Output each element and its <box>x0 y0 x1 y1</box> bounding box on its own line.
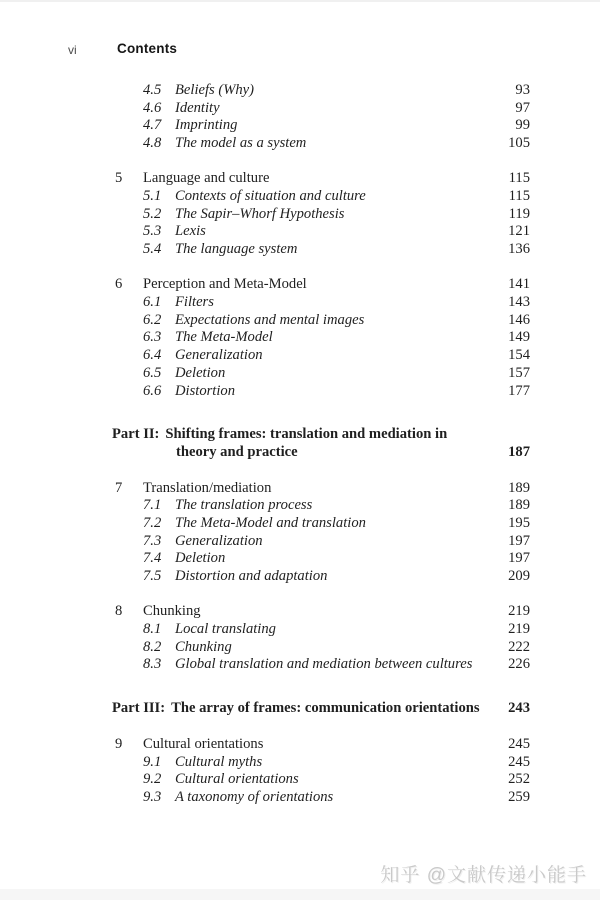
toc-section-row <box>115 789 530 807</box>
section-title: The Sapir–Whorf Hypothesis <box>175 205 345 222</box>
running-header-title: Contents <box>117 41 178 56</box>
section-title: Identity <box>175 99 220 116</box>
section-number: 7.1 <box>143 497 162 514</box>
toc-chapter-row <box>115 603 530 621</box>
page-number: 146 <box>508 311 530 328</box>
section-title: Chunking <box>175 638 232 655</box>
page-number: 99 <box>515 117 530 134</box>
toc-section-row <box>115 533 530 551</box>
page-top-edge <box>0 0 600 2</box>
chapter-title: Cultural orientations <box>143 735 264 752</box>
section-number: 4.8 <box>143 135 162 152</box>
page-number: 259 <box>508 789 530 805</box>
section-number: 9.3 <box>143 789 162 805</box>
section-title: Distortion <box>175 382 236 399</box>
chapter-number: 7 <box>115 479 123 496</box>
toc-section-row <box>115 329 530 347</box>
toc-section-row <box>115 117 530 135</box>
chapter-number: 6 <box>115 276 123 293</box>
section-title: Contexts of situation and culture <box>175 188 366 205</box>
toc-section-row <box>115 497 530 515</box>
page-number: 177 <box>508 382 530 399</box>
toc-section-row <box>115 241 530 259</box>
page-number: 222 <box>508 638 530 655</box>
toc-section-row <box>115 100 530 118</box>
page-number: 105 <box>508 135 530 152</box>
section-number: 8.3 <box>143 656 162 673</box>
section-number: 5.3 <box>143 223 162 240</box>
section-number: 4.5 <box>143 82 162 98</box>
section-number: 9.1 <box>143 753 162 770</box>
section-title: The language system <box>175 241 298 258</box>
section-number: 7.5 <box>143 568 162 585</box>
page-number: 195 <box>508 515 530 532</box>
section-number: 5.2 <box>143 205 162 222</box>
part-label: Part II: <box>112 426 160 443</box>
section-title: The translation process <box>175 497 313 514</box>
section-title: Deletion <box>175 364 226 381</box>
section-number: 6.1 <box>143 294 162 311</box>
section-number: 7.4 <box>143 550 162 567</box>
toc-section-row <box>115 515 530 533</box>
page-number: 245 <box>508 735 530 752</box>
section-title: Global translation and mediation between cultures <box>175 656 473 673</box>
section-number: 5.1 <box>143 188 162 205</box>
toc-section-row <box>115 206 530 224</box>
section-title: Cultural orientations <box>175 771 299 788</box>
toc-section-row <box>115 312 530 330</box>
table-of-contents <box>112 82 530 807</box>
page-number: 245 <box>508 753 530 770</box>
page-number: 97 <box>515 99 530 116</box>
part-heading-2 <box>112 426 530 461</box>
section-number: 6.3 <box>143 329 162 346</box>
page-number: 189 <box>508 479 530 496</box>
toc-section-row <box>115 223 530 241</box>
section-title: Imprinting <box>175 117 238 134</box>
section-title: Local translating <box>175 621 276 638</box>
section-title: The model as a system <box>175 135 307 152</box>
section-title: Distortion and adaptation <box>175 568 328 585</box>
section-title: Generalization <box>175 532 263 549</box>
chapter-number: 5 <box>115 170 123 187</box>
toc-section-row <box>115 656 530 674</box>
section-number: 4.7 <box>143 117 162 134</box>
part-title-line-2: theory and practice <box>176 443 298 460</box>
section-number: 7.2 <box>143 515 162 532</box>
page-number: 93 <box>515 82 530 98</box>
part-heading-line <box>112 444 530 462</box>
page-number: 197 <box>508 532 530 549</box>
toc-section-row <box>115 347 530 365</box>
chapter-title: Language and culture <box>143 170 270 187</box>
part-heading-line <box>112 700 530 718</box>
toc-block-chapter-7 <box>115 480 530 586</box>
section-number: 4.6 <box>143 99 162 116</box>
page-bottom-edge <box>0 889 600 900</box>
section-title: Deletion <box>175 550 226 567</box>
chapter-title: Translation/mediation <box>143 479 272 496</box>
page-number: 197 <box>508 550 530 567</box>
toc-block-chapter-6 <box>115 276 530 400</box>
section-title: The Meta-Model and translation <box>175 515 366 532</box>
page-number: 115 <box>508 170 530 187</box>
chapter-title: Chunking <box>143 603 201 620</box>
part-heading-line <box>112 426 530 444</box>
toc-section-row <box>115 82 530 100</box>
page-number: 189 <box>508 497 530 514</box>
page-number: 219 <box>508 621 530 638</box>
page-number: 141 <box>508 276 530 293</box>
page-number: 115 <box>508 188 530 205</box>
page-number: 149 <box>508 329 530 346</box>
section-number: 8.2 <box>143 638 162 655</box>
page-number: 143 <box>508 294 530 311</box>
toc-section-row <box>115 135 530 153</box>
page-number: 154 <box>508 347 530 364</box>
part-label: Part III: <box>112 700 166 717</box>
page-number: 121 <box>508 223 530 240</box>
section-number: 7.3 <box>143 532 162 549</box>
toc-block-chapter-9 <box>115 736 530 807</box>
section-title: A taxonomy of orientations <box>175 789 334 805</box>
page-number: 136 <box>508 241 530 258</box>
page-number: 157 <box>508 364 530 381</box>
section-number: 9.2 <box>143 771 162 788</box>
section-number: 8.1 <box>143 621 162 638</box>
section-number: 6.6 <box>143 382 162 399</box>
section-title: Filters <box>175 294 214 311</box>
toc-section-row <box>115 639 530 657</box>
page-number: 252 <box>508 771 530 788</box>
part-title-line-1: Shifting frames: translation and mediation in <box>165 426 448 443</box>
toc-section-row <box>115 771 530 789</box>
part-title-line-1: The array of frames: communication orientations <box>171 700 480 717</box>
toc-chapter-row <box>115 736 530 754</box>
chapter-title: Perception and Meta-Model <box>143 276 307 293</box>
page-number: 219 <box>508 603 530 620</box>
page-number: 226 <box>508 656 530 673</box>
section-title: Beliefs (Why) <box>175 82 255 98</box>
toc-section-row <box>115 188 530 206</box>
toc-section-row <box>115 294 530 312</box>
section-title: Cultural myths <box>175 753 263 770</box>
page-number: 209 <box>508 568 530 585</box>
toc-section-row <box>115 550 530 568</box>
toc-chapter-row <box>115 480 530 498</box>
toc-section-row <box>115 621 530 639</box>
toc-block-chapter-5 <box>115 170 530 259</box>
toc-chapter-row <box>115 170 530 188</box>
running-header-page-number: vi <box>68 43 77 57</box>
section-number: 5.4 <box>143 241 162 258</box>
chapter-number: 8 <box>115 603 123 620</box>
part-heading-3 <box>112 700 530 718</box>
section-number: 6.5 <box>143 364 162 381</box>
toc-section-row <box>115 383 530 401</box>
section-title: Lexis <box>175 223 206 240</box>
section-title: Generalization <box>175 347 263 364</box>
toc-section-row <box>115 365 530 383</box>
toc-block-chapter-8 <box>115 603 530 674</box>
section-number: 6.4 <box>143 347 162 364</box>
toc-chapter-row <box>115 276 530 294</box>
zhihu-watermark: 知乎 @文献传递小能手 <box>380 865 587 886</box>
chapter-number: 9 <box>115 735 123 752</box>
toc-block-chapter-4 <box>115 82 530 153</box>
page-number: 119 <box>508 205 530 222</box>
section-title: Expectations and mental images <box>175 311 365 328</box>
section-title: The Meta-Model <box>175 329 273 346</box>
toc-section-row <box>115 754 530 772</box>
section-number: 6.2 <box>143 311 162 328</box>
page-number: 187 <box>508 443 530 460</box>
page-number: 243 <box>508 700 530 717</box>
toc-section-row <box>115 568 530 586</box>
